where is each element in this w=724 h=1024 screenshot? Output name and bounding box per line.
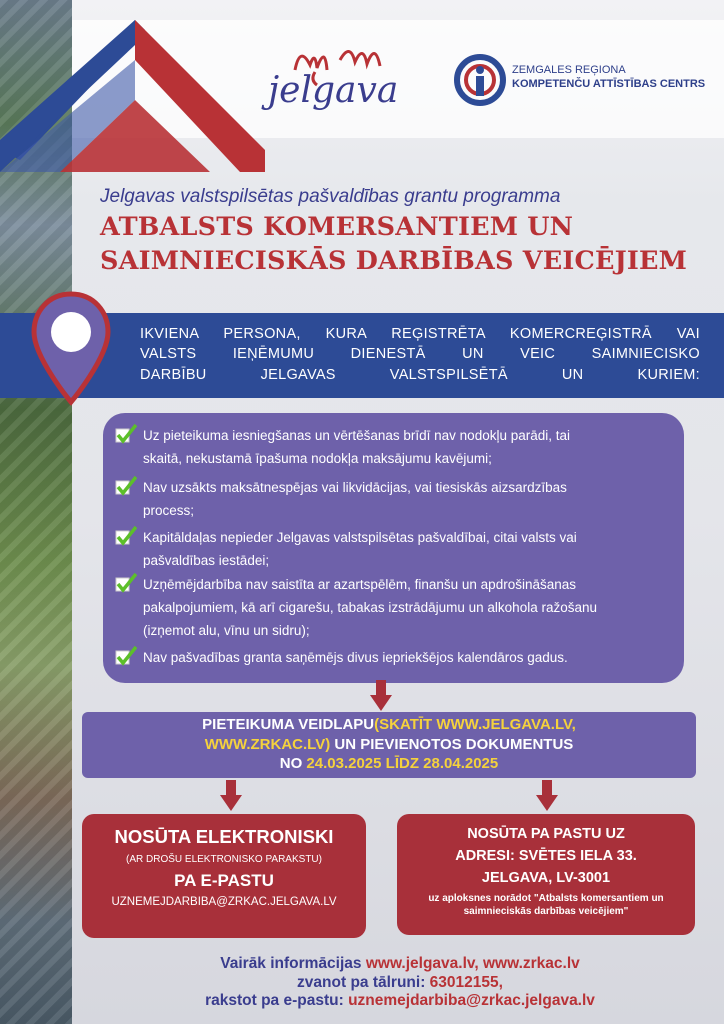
application-part4: UN PIEVIENOTOS DOKUMENTUS — [330, 735, 574, 753]
zrkac-line2: KOMPETENČU ATTĪSTĪBAS CENTRS — [512, 77, 706, 90]
criteria-text: pašvaldības iestādei; — [143, 552, 270, 568]
application-dates: 24.03.2025 LĪDZ 28.04.2025 — [306, 755, 499, 772]
checkmark-icon — [115, 645, 137, 667]
criteria-text: pakalpojumiem, kā arī cigarešu, tabakas izstrādājumu un alkohola ražošanu — [143, 599, 597, 615]
title-line-1: ATBALSTS KOMERSANTIEM UN — [100, 212, 574, 242]
eligibility-text — [140, 324, 700, 385]
application-link1: (SKATĪT WWW.JELGAVA.LV, — [374, 716, 576, 733]
postal-line2: ADRESI: SVĒTES IELA 33. — [455, 847, 637, 864]
criteria-text: process; — [143, 502, 195, 518]
arrow-down-icon — [370, 680, 392, 712]
footer-phone-label: zvanot pa tālruni: — [297, 973, 430, 991]
checkmark-icon — [115, 525, 137, 547]
title-line-2: SAIMNIECISKĀS DARBĪBAS VEICĒJIEM — [100, 246, 688, 277]
house-logo-icon — [0, 0, 280, 210]
electronic-title: NOSŪTA ELEKTRONISKI — [114, 826, 334, 847]
footer-email[interactable]: uznemejdarbiba@zrkac.jelgava.lv — [348, 992, 595, 1010]
checkmark-icon — [115, 572, 137, 594]
footer-email-label: rakstot pa e-pastu: — [205, 992, 349, 1010]
criteria-item — [143, 574, 673, 643]
eligibility-line-2: VALSTS IEŅĒMUMU DIENESTĀ UN VEIC SAIMNIECISKO — [140, 346, 700, 363]
criteria-text: (izņemot alu, vīnu un sidru); — [143, 622, 310, 638]
checkmark-icon — [115, 475, 137, 497]
criteria-text: Uzņēmējdarbība nav saistīta ar azartspēlēm, finanšu un apdrošināšanas — [143, 577, 576, 592]
arrow-down-icon — [536, 780, 558, 812]
criteria-text: skaitā, nekustamā īpašuma nodokļa maksājumu kavējumi; — [143, 450, 492, 466]
location-pin-icon — [30, 290, 112, 410]
checkmark-icon — [115, 423, 137, 445]
criteria-text: Nav uzsākts maksātnespējas vai likvidācijas, vai tiesiskās aizsardzības — [143, 480, 567, 495]
eligibility-line-3: DARBĪBU JELGAVAS VALSTSPILSĒTĀ UN KURIEM: — [140, 366, 700, 383]
criteria-text: Kapitāldaļas nepieder Jelgavas valstspilsētas pašvaldībai, citai valsts vai — [143, 530, 577, 545]
footer-links[interactable]: www.jelgava.lv, www.zrkac.lv — [365, 955, 580, 972]
electronic-note: (AR DROŠU ELEKTRONISKO PARAKSTU) — [126, 854, 322, 865]
postal-line3: JELGAVA, LV-3001 — [481, 869, 611, 886]
zrkac-logo-icon — [454, 54, 506, 106]
application-part1: PIETEIKUMA VEIDLAPU — [202, 716, 375, 733]
program-subtitle: Jelgavas valstspilsētas pašvaldības grantu programma — [100, 186, 561, 207]
criteria-text: Nav pašvadības granta saņēmējs divus iepriekšējos kalendāros gadus. — [143, 650, 568, 665]
program-title — [100, 210, 700, 279]
footer-contacts — [130, 955, 670, 1011]
criteria-item — [143, 527, 673, 573]
zrkac-logo-text — [512, 64, 705, 92]
electronic-method: PA E-PASTU — [174, 871, 274, 890]
arrow-down-icon — [220, 780, 242, 812]
electronic-submission-box — [82, 814, 366, 938]
criteria-item — [143, 425, 673, 471]
application-part5: NO — [279, 755, 307, 772]
postal-note: uz aploksnes norādot "Atbalsts komersantiem un saimnieciskās darbības veicējiem" — [428, 893, 664, 918]
eligibility-line-1: IKVIENA PERSONA, KURA REĢISTRĒTA KOMERCREĢISTRĀ VAI — [140, 326, 700, 342]
application-link2: WWW.ZRKAC.LV) — [204, 735, 331, 753]
postal-line1: NOSŪTA PA PASTU UZ — [467, 826, 625, 842]
footer-info-label: Vairāk informācijas — [220, 955, 366, 972]
criteria-item — [143, 477, 673, 523]
footer-phone[interactable]: 63012155, — [429, 973, 503, 991]
jelgava-logo-text: jelgava — [268, 70, 399, 111]
criteria-item — [143, 647, 673, 670]
postal-address — [397, 824, 695, 889]
criteria-text: Uz pieteikuma iesniegšanas un vērtēšanas brīdī nav nodokļu parādi, tai — [143, 428, 571, 443]
electronic-email: UZNEMEJDARBIBA@ZRKAC.JELGAVA.LV — [111, 896, 337, 908]
postal-submission-box — [397, 814, 695, 935]
zrkac-line1: ZEMGALES REĢIONA — [512, 64, 626, 76]
application-info-box — [82, 712, 696, 778]
